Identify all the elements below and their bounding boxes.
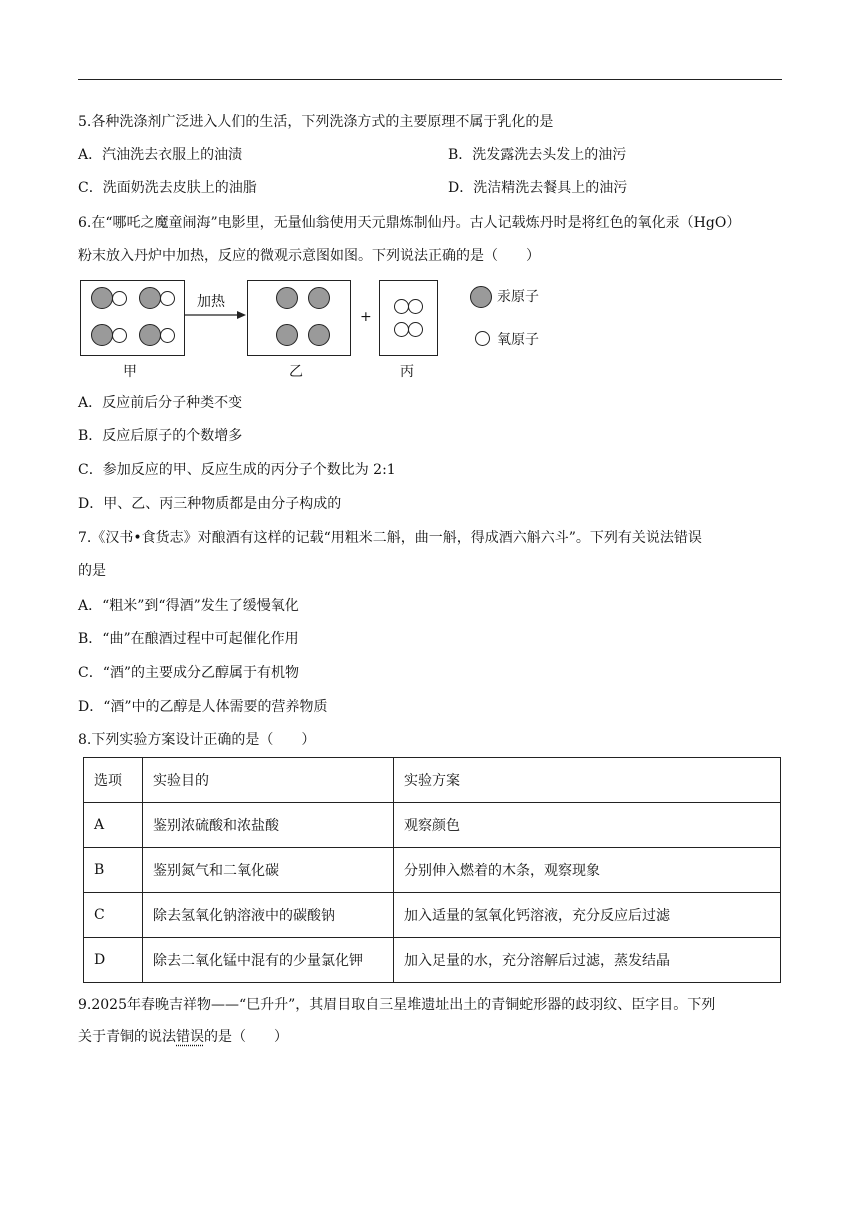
q8-stem: 8.下列实验方案设计正确的是（ ） bbox=[78, 732, 316, 748]
header-cell: 实验方案 bbox=[394, 758, 781, 803]
table-cell: A bbox=[84, 803, 143, 848]
oxygen-atom bbox=[408, 299, 423, 314]
legend-oxygen-label: 氧原子 bbox=[497, 332, 539, 348]
table-row bbox=[84, 938, 781, 983]
mercury-atom bbox=[276, 324, 298, 346]
mercury-atom bbox=[139, 287, 161, 309]
header-cell: 实验目的 bbox=[143, 758, 394, 803]
table-cell: 鉴别氮气和二氧化碳 bbox=[143, 848, 394, 893]
box-bing bbox=[379, 280, 438, 356]
table-row bbox=[84, 848, 781, 893]
q6-stem-line1: 6.在“哪吒之魔童闹海”电影里，无量仙翁使用天元鼎炼制仙丹。古人记载炼丹时是将红色的氧化汞（HgO） bbox=[78, 215, 741, 231]
mercury-atom bbox=[91, 287, 113, 309]
mercury-atom bbox=[276, 287, 298, 309]
table-cell: 观察颜色 bbox=[394, 803, 781, 848]
q9-stem-line1: 9.2025年春晚吉祥物——“巳升升”，其眉目取自三星堆遗址出土的青铜蛇形器的歧羽纹、臣字目。下列 bbox=[78, 997, 716, 1013]
q9-stem-line2 bbox=[78, 1027, 288, 1047]
table-cell: 除去氢氧化钠溶液中的碳酸钠 bbox=[143, 893, 394, 938]
q6-option-b: B．反应后原子的个数增多 bbox=[78, 428, 243, 444]
q9-stem-post: 的是（ ） bbox=[204, 1029, 288, 1045]
q6-option-d: D．甲、乙、丙三种物质都是由分子构成的 bbox=[78, 496, 342, 512]
q5-stem: 5.各种洗涤剂广泛进入人们的生活，下列洗涤方式的主要原理不属于乳化的是 bbox=[78, 114, 554, 130]
q7-stem-line2: 的是 bbox=[78, 563, 106, 579]
oxygen-atom bbox=[112, 328, 127, 343]
oxygen-atom bbox=[394, 322, 409, 337]
table-cell: D bbox=[84, 938, 143, 983]
oxygen-atom bbox=[160, 291, 175, 306]
box-jia bbox=[80, 280, 185, 356]
legend-mercury-label: 汞原子 bbox=[497, 289, 539, 305]
q5-option-b: B．洗发露洗去头发上的油污 bbox=[448, 147, 627, 163]
table-row bbox=[84, 893, 781, 938]
q6-option-a: A．反应前后分子种类不变 bbox=[78, 395, 243, 411]
mercury-atom bbox=[139, 324, 161, 346]
table-cell: 加入适量的氢氧化钙溶液，充分反应后过滤 bbox=[394, 893, 781, 938]
q9-emphasis: 错误 bbox=[176, 1029, 204, 1045]
mercury-atom bbox=[308, 324, 330, 346]
legend-mercury-icon bbox=[470, 286, 492, 308]
q7-option-a: A．“粗米”到“得酒”发生了缓慢氧化 bbox=[78, 598, 299, 614]
table-header-row bbox=[84, 758, 781, 803]
legend-oxygen-icon bbox=[475, 331, 490, 346]
table-cell: 加入足量的水，充分溶解后过滤，蒸发结晶 bbox=[394, 938, 781, 983]
q7-option-b: B．“曲”在酿酒过程中可起催化作用 bbox=[78, 631, 299, 647]
oxygen-atom bbox=[112, 291, 127, 306]
table-cell: C bbox=[84, 893, 143, 938]
q6-stem-line2: 粉末放入丹炉中加热，反应的微观示意图如图。下列说法正确的是（ ） bbox=[78, 248, 540, 264]
mercury-atom bbox=[308, 287, 330, 309]
header-rule bbox=[78, 79, 782, 80]
header-cell: 选项 bbox=[84, 758, 143, 803]
q5-option-a: A．汽油洗去衣服上的油渍 bbox=[78, 147, 243, 163]
table-row bbox=[84, 803, 781, 848]
q5-option-d: D．洗洁精洗去餐具上的油污 bbox=[448, 180, 628, 196]
mercury-atom bbox=[91, 324, 113, 346]
table-cell: 分别伸入燃着的木条，观察现象 bbox=[394, 848, 781, 893]
q9-stem-pre: 关于青铜的说法 bbox=[78, 1029, 176, 1045]
q6-option-c: C．参加反应的甲、反应生成的丙分子个数比为 2:1 bbox=[78, 462, 396, 478]
label-jia: 甲 bbox=[123, 364, 137, 380]
plus-sign: + bbox=[360, 309, 372, 325]
label-yi: 乙 bbox=[289, 364, 303, 380]
label-bing: 丙 bbox=[400, 364, 414, 380]
q7-option-d: D．“酒”中的乙醇是人体需要的营养物质 bbox=[78, 699, 328, 715]
box-yi bbox=[247, 280, 351, 356]
experiment-table bbox=[83, 757, 781, 983]
arrow-icon bbox=[185, 308, 247, 322]
table-cell: B bbox=[84, 848, 143, 893]
table-cell: 除去二氧化锰中混有的少量氯化钾 bbox=[143, 938, 394, 983]
oxygen-atom bbox=[394, 299, 409, 314]
table-cell: 鉴别浓硫酸和浓盐酸 bbox=[143, 803, 394, 848]
q5-option-c: C．洗面奶洗去皮肤上的油脂 bbox=[78, 180, 257, 196]
oxygen-atom bbox=[408, 322, 423, 337]
q7-option-c: C．“酒”的主要成分乙醇属于有机物 bbox=[78, 665, 300, 681]
q7-stem-line1: 7.《汉书•食货志》对酿酒有这样的记载“用粗米二斛，曲一斛，得成酒六斛六斗”。下列有关说法错误 bbox=[78, 530, 702, 546]
oxygen-atom bbox=[160, 328, 175, 343]
arrow-label: 加热 bbox=[197, 294, 225, 310]
